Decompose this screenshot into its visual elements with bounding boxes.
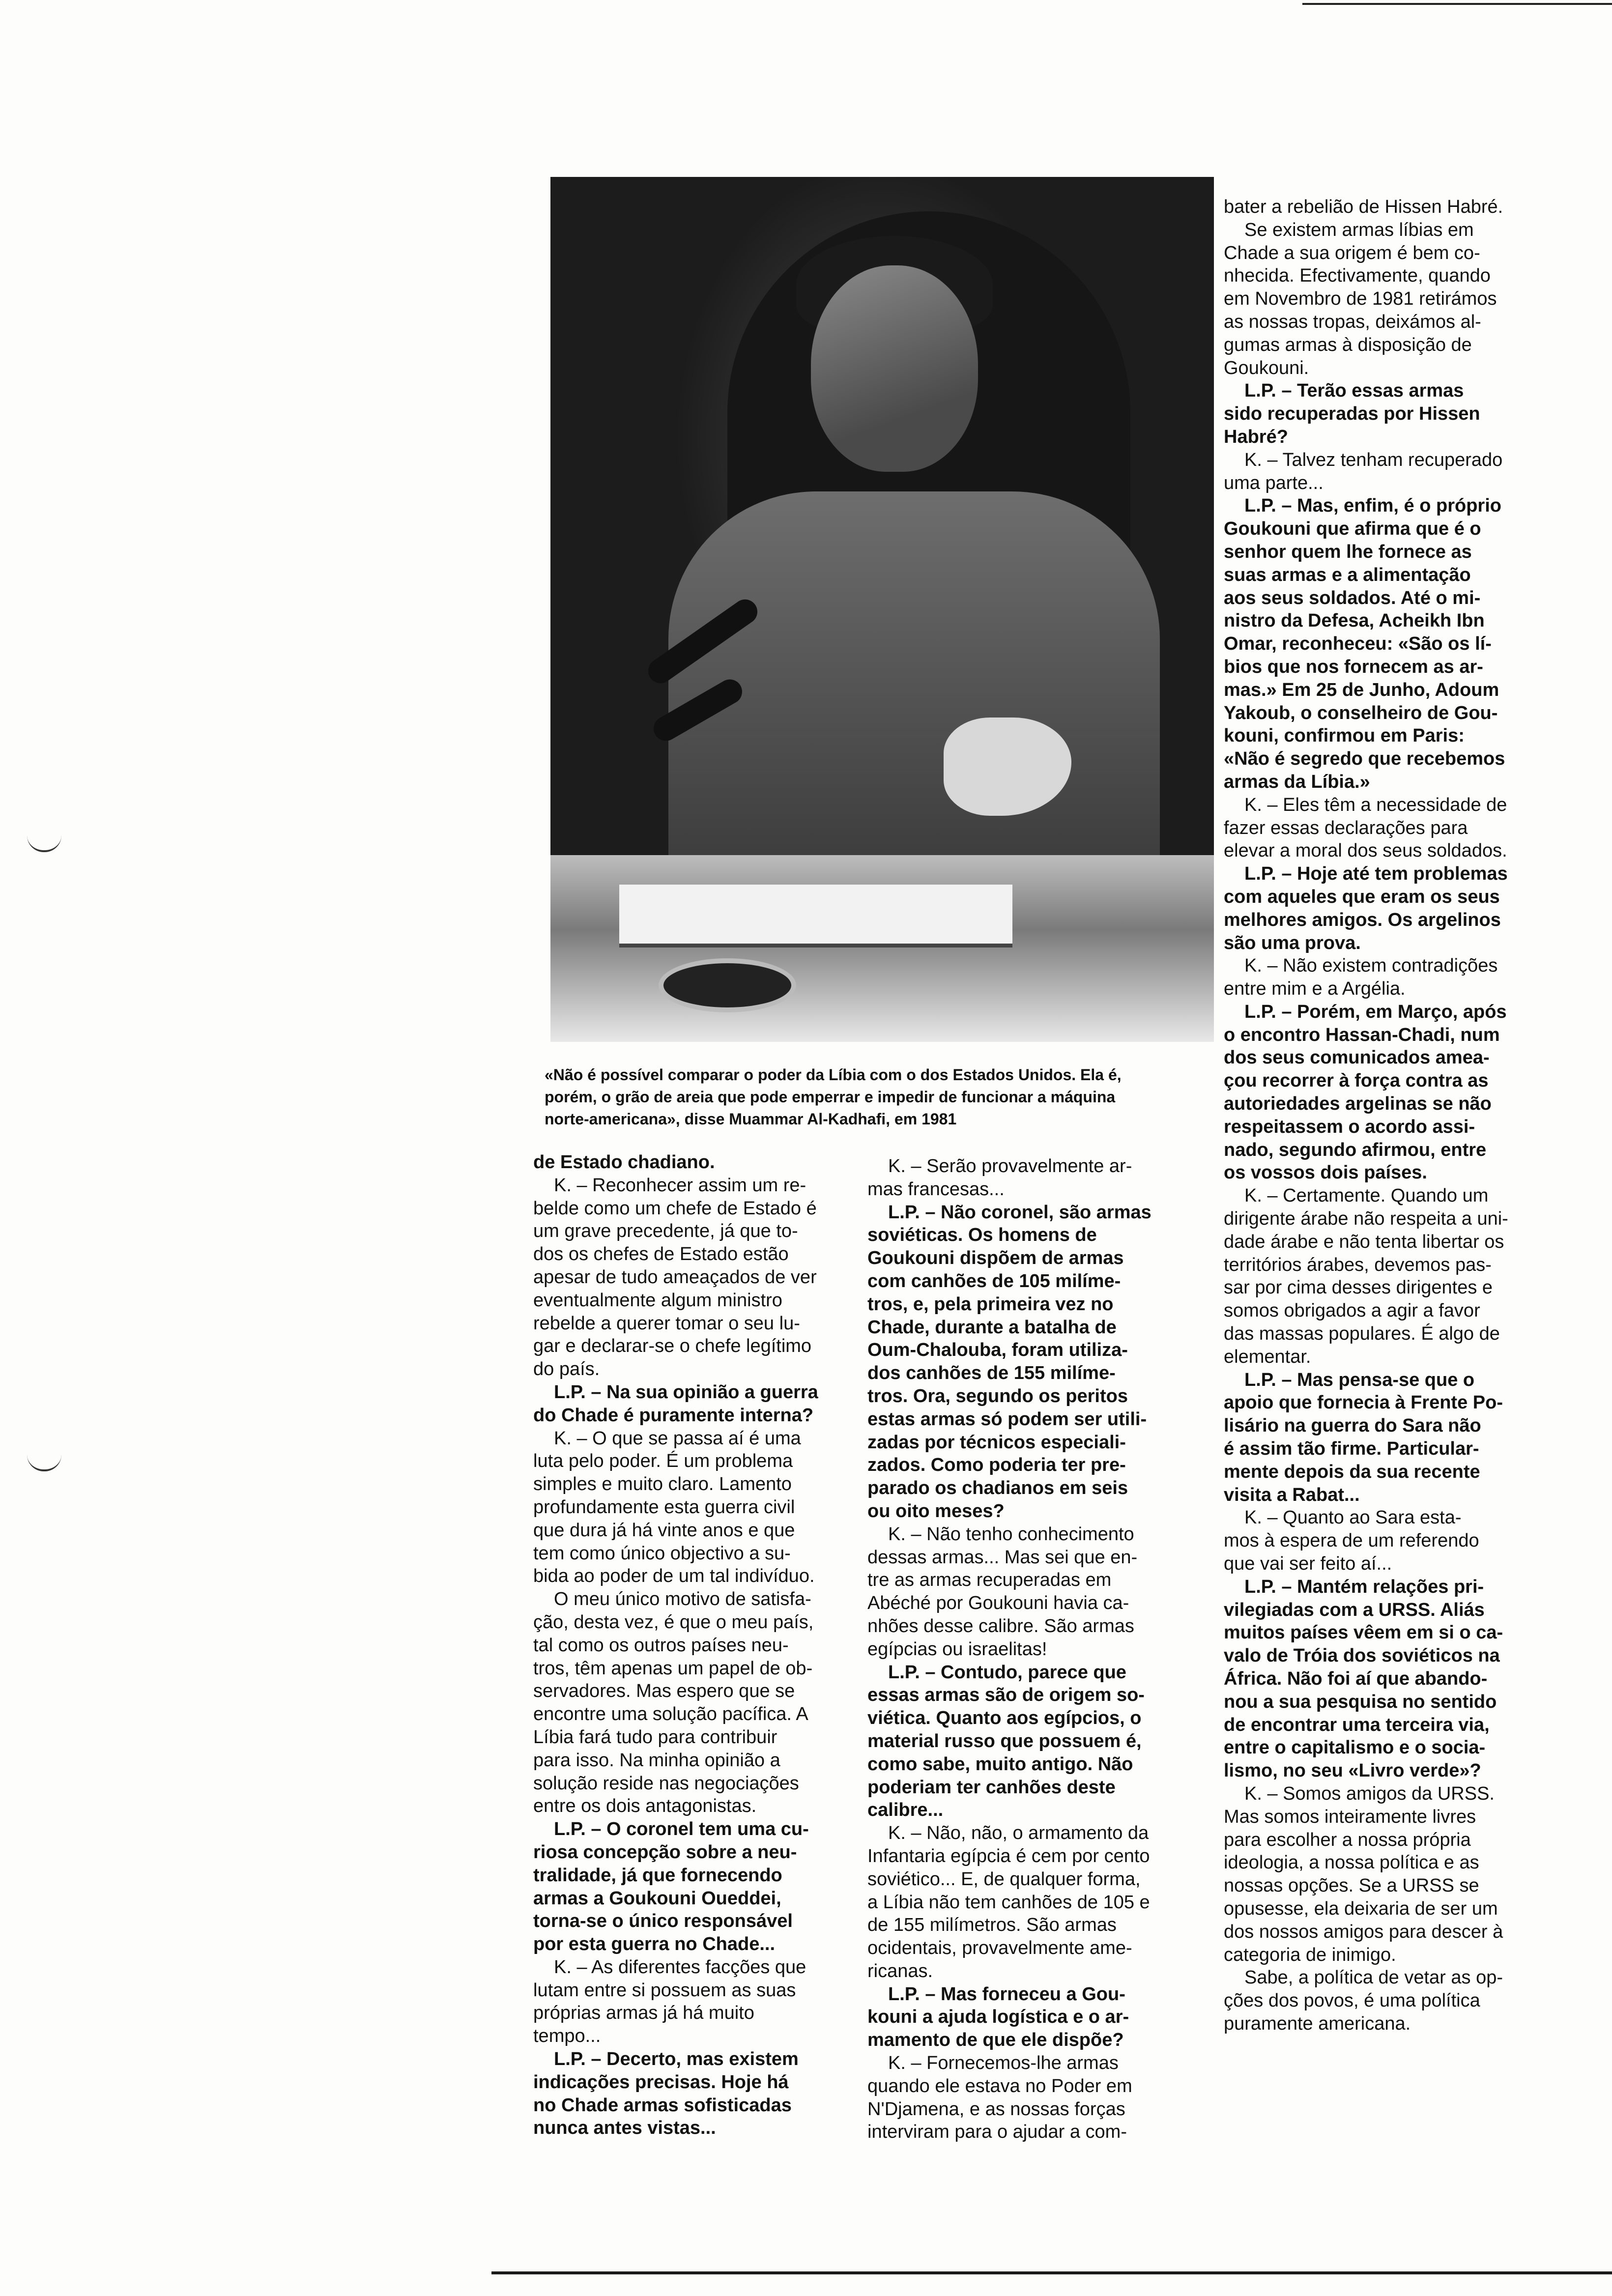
text-line: as nossas tropas, deixámos al- bbox=[1224, 311, 1481, 332]
text-line: tros, têm apenas um papel de ob- bbox=[533, 1658, 813, 1679]
text-line: apoio que fornecia à Frente Po- bbox=[1224, 1392, 1503, 1413]
text-line: com aqueles que eram os seus bbox=[1224, 886, 1500, 907]
text-line: a Líbia não tem canhões de 105 e bbox=[867, 1892, 1150, 1913]
text-line: material russo que possuem é, bbox=[867, 1730, 1142, 1751]
text-line: elevar a moral dos seus soldados. bbox=[1224, 840, 1507, 861]
caption-line: «Não é possível comparar o poder da Líbia com o dos Estados Unidos. Ela é, bbox=[545, 1066, 1122, 1084]
text-line: nhecida. Efectivamente, quando bbox=[1224, 265, 1491, 287]
text-line: tempo... bbox=[533, 2026, 601, 2047]
photo-caption bbox=[545, 1064, 1223, 1130]
article-column-2 bbox=[867, 1155, 1211, 2144]
text-line: mas.» Em 25 de Junho, Adoum bbox=[1224, 679, 1499, 700]
text-line: bater a rebelião de Hissen Habré. bbox=[1224, 197, 1503, 217]
text-line: no Chade armas sofisticadas bbox=[533, 2095, 792, 2116]
text-line: são uma prova. bbox=[1224, 932, 1361, 953]
text-line: valo de Tróia dos soviéticos na bbox=[1224, 1645, 1500, 1666]
text-line: dos nossos amigos para descer à bbox=[1224, 1921, 1503, 1942]
text-line: dade árabe e não tenta libertar os bbox=[1224, 1231, 1504, 1252]
text-line: categoria de inimigo. bbox=[1224, 1944, 1396, 1965]
text-line: entre os dois antagonistas. bbox=[533, 1796, 757, 1817]
text-line: gar e declarar-se o chefe legítimo bbox=[533, 1336, 812, 1357]
bottom-rule bbox=[491, 2271, 1612, 2274]
text-line: elementar. bbox=[1224, 1346, 1311, 1367]
photo-ashtray bbox=[659, 958, 796, 1012]
text-line: Líbia fará tudo para contribuir bbox=[533, 1726, 777, 1748]
text-line: Oum-Chalouba, foram utiliza- bbox=[867, 1340, 1128, 1361]
text-line: K. – Serão provavelmente ar- bbox=[888, 1156, 1132, 1177]
text-line: um grave precedente, já que to- bbox=[533, 1221, 798, 1242]
text-line: mas francesas... bbox=[867, 1178, 1005, 1200]
text-line: servadores. Mas espero que se bbox=[533, 1681, 795, 1702]
text-line: ocidentais, provavelmente ame- bbox=[867, 1938, 1132, 1959]
text-line: que dura já há vinte anos e que bbox=[533, 1520, 795, 1541]
text-line: K. – Quanto ao Sara esta- bbox=[1244, 1507, 1462, 1528]
text-line: encontre uma solução pacífica. A bbox=[533, 1704, 808, 1725]
text-line: K. – O que se passa aí é uma bbox=[554, 1428, 801, 1449]
text-line: Mas somos inteiramente livres bbox=[1224, 1806, 1476, 1827]
text-line: quando ele estava no Poder em bbox=[867, 2075, 1132, 2096]
text-line: nistro da Defesa, Acheikh Ibn bbox=[1224, 610, 1485, 631]
text-line: bios que nos fornecem as ar- bbox=[1224, 656, 1483, 677]
text-line: Chade, durante a batalha de bbox=[867, 1317, 1117, 1338]
text-line: visita a Rabat... bbox=[1224, 1484, 1360, 1505]
text-line: K. – Certamente. Quando um bbox=[1244, 1185, 1489, 1206]
text-line: K. – Somos amigos da URSS. bbox=[1244, 1783, 1495, 1804]
text-line: indicações precisas. Hoje há bbox=[533, 2071, 789, 2093]
text-line: L.P. – O coronel tem uma cu- bbox=[554, 1819, 809, 1840]
text-line: Goukouni dispõem de armas bbox=[867, 1248, 1124, 1269]
text-line: armas da Líbia.» bbox=[1224, 771, 1370, 792]
text-line: dos seus comunicados amea- bbox=[1224, 1047, 1490, 1068]
text-line: de Estado chadiano. bbox=[533, 1152, 715, 1173]
text-line: territórios árabes, devemos pas- bbox=[1224, 1254, 1492, 1275]
text-line: kouni a ajuda logística e o ar- bbox=[867, 2007, 1129, 2028]
text-line: ção, desta vez, é que o meu país, bbox=[533, 1611, 814, 1633]
text-line: das massas populares. É algo de bbox=[1224, 1323, 1500, 1345]
text-line: tros. Ora, segundo os peritos bbox=[867, 1385, 1128, 1406]
text-line: luta pelo poder. É um problema bbox=[533, 1451, 793, 1472]
text-line: próprias armas já há muito bbox=[533, 2003, 754, 2024]
text-line: tal como os outros países neu- bbox=[533, 1635, 789, 1656]
text-line: kouni, confirmou em Paris: bbox=[1224, 725, 1465, 746]
text-line: fazer essas declarações para bbox=[1224, 817, 1468, 838]
text-line: L.P. – Mas pensa-se que o bbox=[1244, 1369, 1475, 1390]
text-line: soviético... E, de qualquer forma, bbox=[867, 1868, 1141, 1890]
text-line: solução reside nas negociações bbox=[533, 1773, 799, 1794]
text-line: essas armas são de origem so- bbox=[867, 1685, 1145, 1706]
text-line: lutam entre si possuem as suas bbox=[533, 1980, 796, 2001]
caption-line: porém, o grão de areia que pode emperrar e impedir de funcionar a máquina bbox=[545, 1088, 1116, 1106]
text-line: gumas armas à disposição de bbox=[1224, 334, 1472, 355]
text-line: Yakoub, o conselheiro de Gou- bbox=[1224, 702, 1498, 723]
text-line: de 155 milímetros. São armas bbox=[867, 1915, 1117, 1936]
text-line: K. – As diferentes facções que bbox=[554, 1956, 806, 1978]
text-line: K. – Talvez tenham recuperado bbox=[1244, 449, 1503, 470]
text-line: tralidade, já que fornecendo bbox=[533, 1865, 782, 1886]
text-line: Chade a sua origem é bem co- bbox=[1224, 242, 1480, 263]
text-line: somos obrigados a agir a favor bbox=[1224, 1300, 1480, 1321]
text-line: Sabe, a política de vetar as op- bbox=[1244, 1967, 1503, 1988]
text-line: tros, e, pela primeira vez no bbox=[867, 1293, 1114, 1315]
text-line: vilegiadas com a URSS. Aliás bbox=[1224, 1599, 1485, 1620]
text-line: sar por cima desses dirigentes e bbox=[1224, 1277, 1493, 1298]
text-line: rebelde a querer tomar o seu lu- bbox=[533, 1313, 800, 1334]
text-line: por esta guerra no Chade... bbox=[533, 1934, 775, 1955]
text-line: riosa concepção sobre a neu- bbox=[533, 1841, 797, 1863]
text-line: mente depois da sua recente bbox=[1224, 1461, 1480, 1482]
text-line: «Não é segredo que recebemos bbox=[1224, 748, 1505, 770]
text-line: zadas por técnicos especiali- bbox=[867, 1432, 1126, 1453]
text-line: muitos países vêem em si o ca- bbox=[1224, 1622, 1503, 1643]
text-line: aos seus soldados. Até o mi- bbox=[1224, 587, 1481, 608]
text-line: N'Djamena, e as nossas forças bbox=[867, 2098, 1125, 2120]
text-line: ções dos povos, é uma política bbox=[1224, 1990, 1480, 2011]
text-line: L.P. – Mas forneceu a Gou- bbox=[888, 1983, 1125, 2005]
text-line: L.P. – Porém, em Março, após bbox=[1244, 1001, 1507, 1022]
text-line: nado, segundo afirmou, entre bbox=[1224, 1139, 1487, 1160]
text-line: o encontro Hassan-Chadi, num bbox=[1224, 1024, 1500, 1045]
text-line: África. Não foi aí que abando- bbox=[1224, 1668, 1488, 1689]
text-line: nhões desse calibre. São armas bbox=[867, 1615, 1134, 1636]
text-line: dos canhões de 155 milíme- bbox=[867, 1363, 1116, 1384]
text-line: os vossos dois países. bbox=[1224, 1162, 1427, 1183]
text-line: L.P. – Terão essas armas bbox=[1244, 380, 1464, 402]
text-line: nunca antes vistas... bbox=[533, 2118, 716, 2139]
text-line: com canhões de 105 milíme- bbox=[867, 1270, 1121, 1292]
text-line: K. – Reconhecer assim um re- bbox=[554, 1175, 806, 1196]
text-line: suas armas e a alimentação bbox=[1224, 564, 1471, 585]
text-line: em Novembro de 1981 retirámos bbox=[1224, 288, 1497, 310]
text-line: Omar, reconheceu: «São os lí- bbox=[1224, 633, 1492, 655]
text-line: L.P. – Na sua opinião a guerra bbox=[554, 1381, 818, 1403]
text-line: de encontrar uma terceira via, bbox=[1224, 1714, 1490, 1735]
text-line: respeitassem o acordo assi- bbox=[1224, 1116, 1475, 1137]
text-line: viética. Quanto aos egípcios, o bbox=[867, 1708, 1142, 1729]
text-line: L.P. – Decerto, mas existem bbox=[554, 2049, 799, 2070]
margin-mark bbox=[27, 1455, 61, 1471]
text-line: é assim tão firme. Particular- bbox=[1224, 1438, 1479, 1460]
text-line: senhor quem lhe fornece as bbox=[1224, 541, 1472, 562]
text-line: entre mim e a Argélia. bbox=[1224, 978, 1406, 1000]
photo-desk bbox=[550, 855, 1214, 1042]
text-line: K. – Não, não, o armamento da bbox=[888, 1823, 1149, 1844]
text-line: armas a Goukouni Oueddei, bbox=[533, 1888, 781, 1909]
text-line: sido recuperadas por Hissen bbox=[1224, 403, 1480, 425]
text-line: tre as armas recuperadas em bbox=[867, 1570, 1112, 1591]
text-line: zados. Como poderia ter pre- bbox=[867, 1455, 1126, 1476]
text-line: Se existem armas líbias em bbox=[1244, 219, 1474, 240]
text-line: poderiam ter canhões deste bbox=[867, 1777, 1116, 1798]
text-line: O meu único motivo de satisfa- bbox=[554, 1589, 811, 1610]
text-line: simples e muito claro. Lamento bbox=[533, 1474, 792, 1495]
text-line: K. – Eles têm a necessidade de bbox=[1244, 794, 1507, 815]
text-line: K. – Fornecemos-lhe armas bbox=[888, 2053, 1119, 2074]
text-line: lisário na guerra do Sara não bbox=[1224, 1415, 1481, 1436]
text-line: uma parte... bbox=[1224, 472, 1324, 493]
text-line: tem como único objectivo a su- bbox=[533, 1543, 791, 1564]
text-line: K. – Não existem contradições bbox=[1244, 955, 1498, 976]
text-line: Habré? bbox=[1224, 426, 1288, 447]
text-line: K. – Não tenho conhecimento bbox=[888, 1523, 1134, 1545]
text-line: autoriedades argelinas se não bbox=[1224, 1093, 1492, 1115]
text-line: ricanas. bbox=[867, 1960, 933, 1981]
text-line: do Chade é puramente interna? bbox=[533, 1405, 814, 1426]
text-line: L.P. – Mas, enfim, é o próprio bbox=[1244, 495, 1501, 517]
text-line: calibre... bbox=[867, 1800, 944, 1821]
text-line: como sabe, muito antigo. Não bbox=[867, 1753, 1133, 1775]
text-line: estas armas só podem ser utili- bbox=[867, 1408, 1147, 1430]
text-line: dos os chefes de Estado estão bbox=[533, 1244, 789, 1265]
text-line: bida ao poder de um tal indivíduo. bbox=[533, 1566, 815, 1587]
text-line: belde como um chefe de Estado é bbox=[533, 1198, 817, 1219]
text-line: profundamente esta guerra civil bbox=[533, 1496, 795, 1518]
text-line: egípcias ou israelitas! bbox=[867, 1638, 1047, 1660]
text-line: L.P. – Contudo, parece que bbox=[888, 1662, 1126, 1683]
text-line: ideologia, a nossa política e as bbox=[1224, 1852, 1479, 1873]
text-line: L.P. – Mantém relações pri- bbox=[1244, 1576, 1484, 1597]
text-line: melhores amigos. Os argelinos bbox=[1224, 909, 1501, 930]
text-line: do país. bbox=[533, 1359, 600, 1380]
text-line: Infantaria egípcia é cem por cento bbox=[867, 1845, 1150, 1866]
photo-jacket bbox=[668, 491, 1160, 885]
text-line: entre o capitalismo e o socia- bbox=[1224, 1737, 1486, 1758]
text-line: opusesse, ela deixaria de ser um bbox=[1224, 1898, 1498, 1919]
caption-line: norte-americana», disse Muammar Al-Kadhafi, em 1981 bbox=[545, 1110, 957, 1128]
article-column-1 bbox=[533, 1151, 863, 2140]
text-line: parado os chadianos em seis bbox=[867, 1478, 1128, 1499]
text-line: dessas armas... Mas sei que en- bbox=[867, 1547, 1138, 1568]
text-line: nou a sua pesquisa no sentido bbox=[1224, 1691, 1497, 1712]
text-line: que vai ser feito aí... bbox=[1224, 1553, 1392, 1575]
text-line: para escolher a nossa própria bbox=[1224, 1829, 1471, 1850]
text-line: eventualmente algum ministro bbox=[533, 1290, 782, 1311]
text-line: Goukouni. bbox=[1224, 357, 1309, 378]
article-column-3 bbox=[1224, 196, 1568, 2036]
margin-mark bbox=[27, 835, 61, 852]
text-line: çou recorrer à força contra as bbox=[1224, 1070, 1489, 1091]
text-line: nossas opções. Se a URSS se bbox=[1224, 1875, 1479, 1896]
text-line: Goukouni que afirma que é o bbox=[1224, 518, 1481, 540]
photo-papers bbox=[619, 885, 1012, 947]
text-line: mos à espera de um referendo bbox=[1224, 1530, 1479, 1551]
text-line: L.P. – Não coronel, são armas bbox=[888, 1202, 1151, 1223]
text-line: dirigente árabe não respeita a uni- bbox=[1224, 1208, 1508, 1230]
text-line: Abéché por Goukouni havia ca- bbox=[867, 1593, 1129, 1614]
portrait-photo bbox=[550, 177, 1214, 1042]
text-line: torna-se o único responsável bbox=[533, 1911, 793, 1932]
top-rule bbox=[1302, 3, 1612, 5]
text-line: soviéticas. Os homens de bbox=[867, 1225, 1097, 1246]
text-line: lismo, no seu «Livro verde»? bbox=[1224, 1760, 1481, 1781]
text-line: para isso. Na minha opinião a bbox=[533, 1750, 780, 1771]
text-line: apesar de tudo ameaçados de ver bbox=[533, 1266, 817, 1288]
text-line: mamento de que ele dispõe? bbox=[867, 2030, 1124, 2051]
text-line: ou oito meses? bbox=[867, 1500, 1005, 1521]
photo-face bbox=[811, 265, 978, 472]
text-line: puramente americana. bbox=[1224, 2013, 1411, 2034]
text-line: interviram para o ajudar a com- bbox=[867, 2122, 1127, 2143]
text-line: L.P. – Hoje até tem problemas bbox=[1244, 863, 1508, 885]
